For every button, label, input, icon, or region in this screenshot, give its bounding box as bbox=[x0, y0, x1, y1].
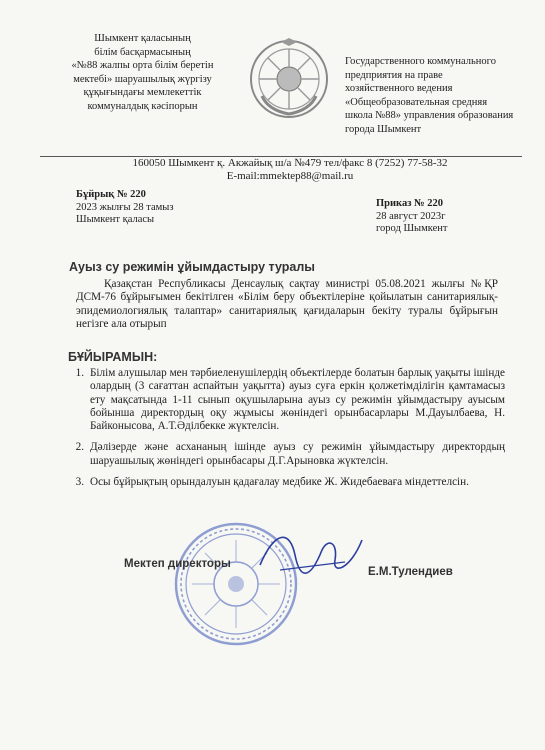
list-item bbox=[60, 476, 505, 489]
order-number: Бұйрық № 220 bbox=[76, 189, 146, 200]
contact-block bbox=[60, 157, 520, 183]
document-title: Ауыз су режимін ұйымдастыру туралы bbox=[69, 260, 315, 274]
order-date: 2023 жылғы 28 тамыз bbox=[76, 201, 174, 213]
preamble-paragraph: Қазақстан Республикасы Денсаулық сақтау министрі 05.08.2021 жылғы №ҚР ДСМ-76 бұйрығымен бекітілген «Білім беру объектілеріне қойылатын санитариялық-эпидемиологиялық талаптар» санитариялық қағидаларын бекіту туралы бұйрығын негізге ала отырып bbox=[76, 278, 498, 330]
item-text: Білім алушылар мен тәрбиеленушілердің объектілерде болатын барлық уақыты ішінде олардың (3 сағаттан аспайтын уақытта) ауыз суға еркін қолжетімділігін қамтамасыз ету мақсатында 1-11 сынып оқушыларына ауыз су режимін ұйымдастыру ауысым бойынша директордың оқу жұмысы жөніндегі орынбасарлары М.Дауылбаева, Н. Байконысова, А.Т.Әділбекке жүктелсін. bbox=[90, 367, 505, 433]
header-line: школа №88» управления образования bbox=[345, 110, 514, 122]
item-text: Осы бұйрықтың орындалуын қадағалау медбике Ж. Жидебаеваға міндеттелсін. bbox=[90, 476, 469, 489]
header-line: коммуналдық кәсіпорын bbox=[87, 100, 198, 112]
email-text: E-mail:mmektep88@mail.ru bbox=[226, 170, 354, 182]
order-info-russian bbox=[376, 198, 447, 236]
address-text: 160050 Шымкент қ. Акжайық ш/а №479 тел/факс 8 (7252) 77-58-32 bbox=[132, 157, 448, 169]
item-text: Дәлізерде және асхананың ішінде ауыз су режимін ұйымдастыру директордың шаруашылық жөніндегі орынбасары Д.Г.Арыновка жүктелсін. bbox=[90, 441, 505, 467]
list-item bbox=[60, 367, 505, 433]
order-date: 28 август 2023г bbox=[376, 210, 446, 222]
signature-role: Мектеп директоры bbox=[124, 558, 231, 570]
header-line: мектебі» шаруашылық жүргізу bbox=[73, 73, 212, 85]
state-emblem-icon bbox=[248, 38, 330, 120]
header-line: города Шымкент bbox=[345, 123, 422, 135]
header-line: хозяйственного ведения bbox=[345, 83, 453, 95]
item-number: 3. bbox=[75, 476, 84, 489]
header-line: Шымкент қаласының bbox=[94, 33, 191, 44]
header-org-russian bbox=[345, 55, 535, 137]
signature-name: Е.М.Тулендиев bbox=[368, 566, 453, 578]
order-city: Шымкент қаласы bbox=[76, 214, 155, 225]
decree-heading: БҰЙЫРАМЫН: bbox=[68, 350, 158, 364]
item-number: 2. bbox=[75, 441, 84, 454]
header-line: «Общеобразовательная средняя bbox=[345, 96, 488, 108]
order-info-kazakh bbox=[76, 189, 174, 227]
header-org-kazakh bbox=[40, 32, 245, 114]
header-line: құқығындағы мемлекеттік bbox=[83, 87, 202, 99]
item-number: 1. bbox=[75, 367, 84, 379]
signature-scribble-icon bbox=[250, 520, 370, 590]
list-item bbox=[60, 441, 505, 468]
header-line: Государственного коммунального bbox=[345, 56, 496, 67]
header-line: «№88 жалпы орта білім беретін bbox=[71, 60, 214, 72]
header-line: предприятия на праве bbox=[345, 69, 443, 81]
order-number: Приказ № 220 bbox=[376, 198, 443, 209]
order-city: город Шымкент bbox=[376, 223, 448, 234]
order-items-list bbox=[60, 367, 505, 497]
header-line: білім басқармасының bbox=[94, 46, 191, 58]
